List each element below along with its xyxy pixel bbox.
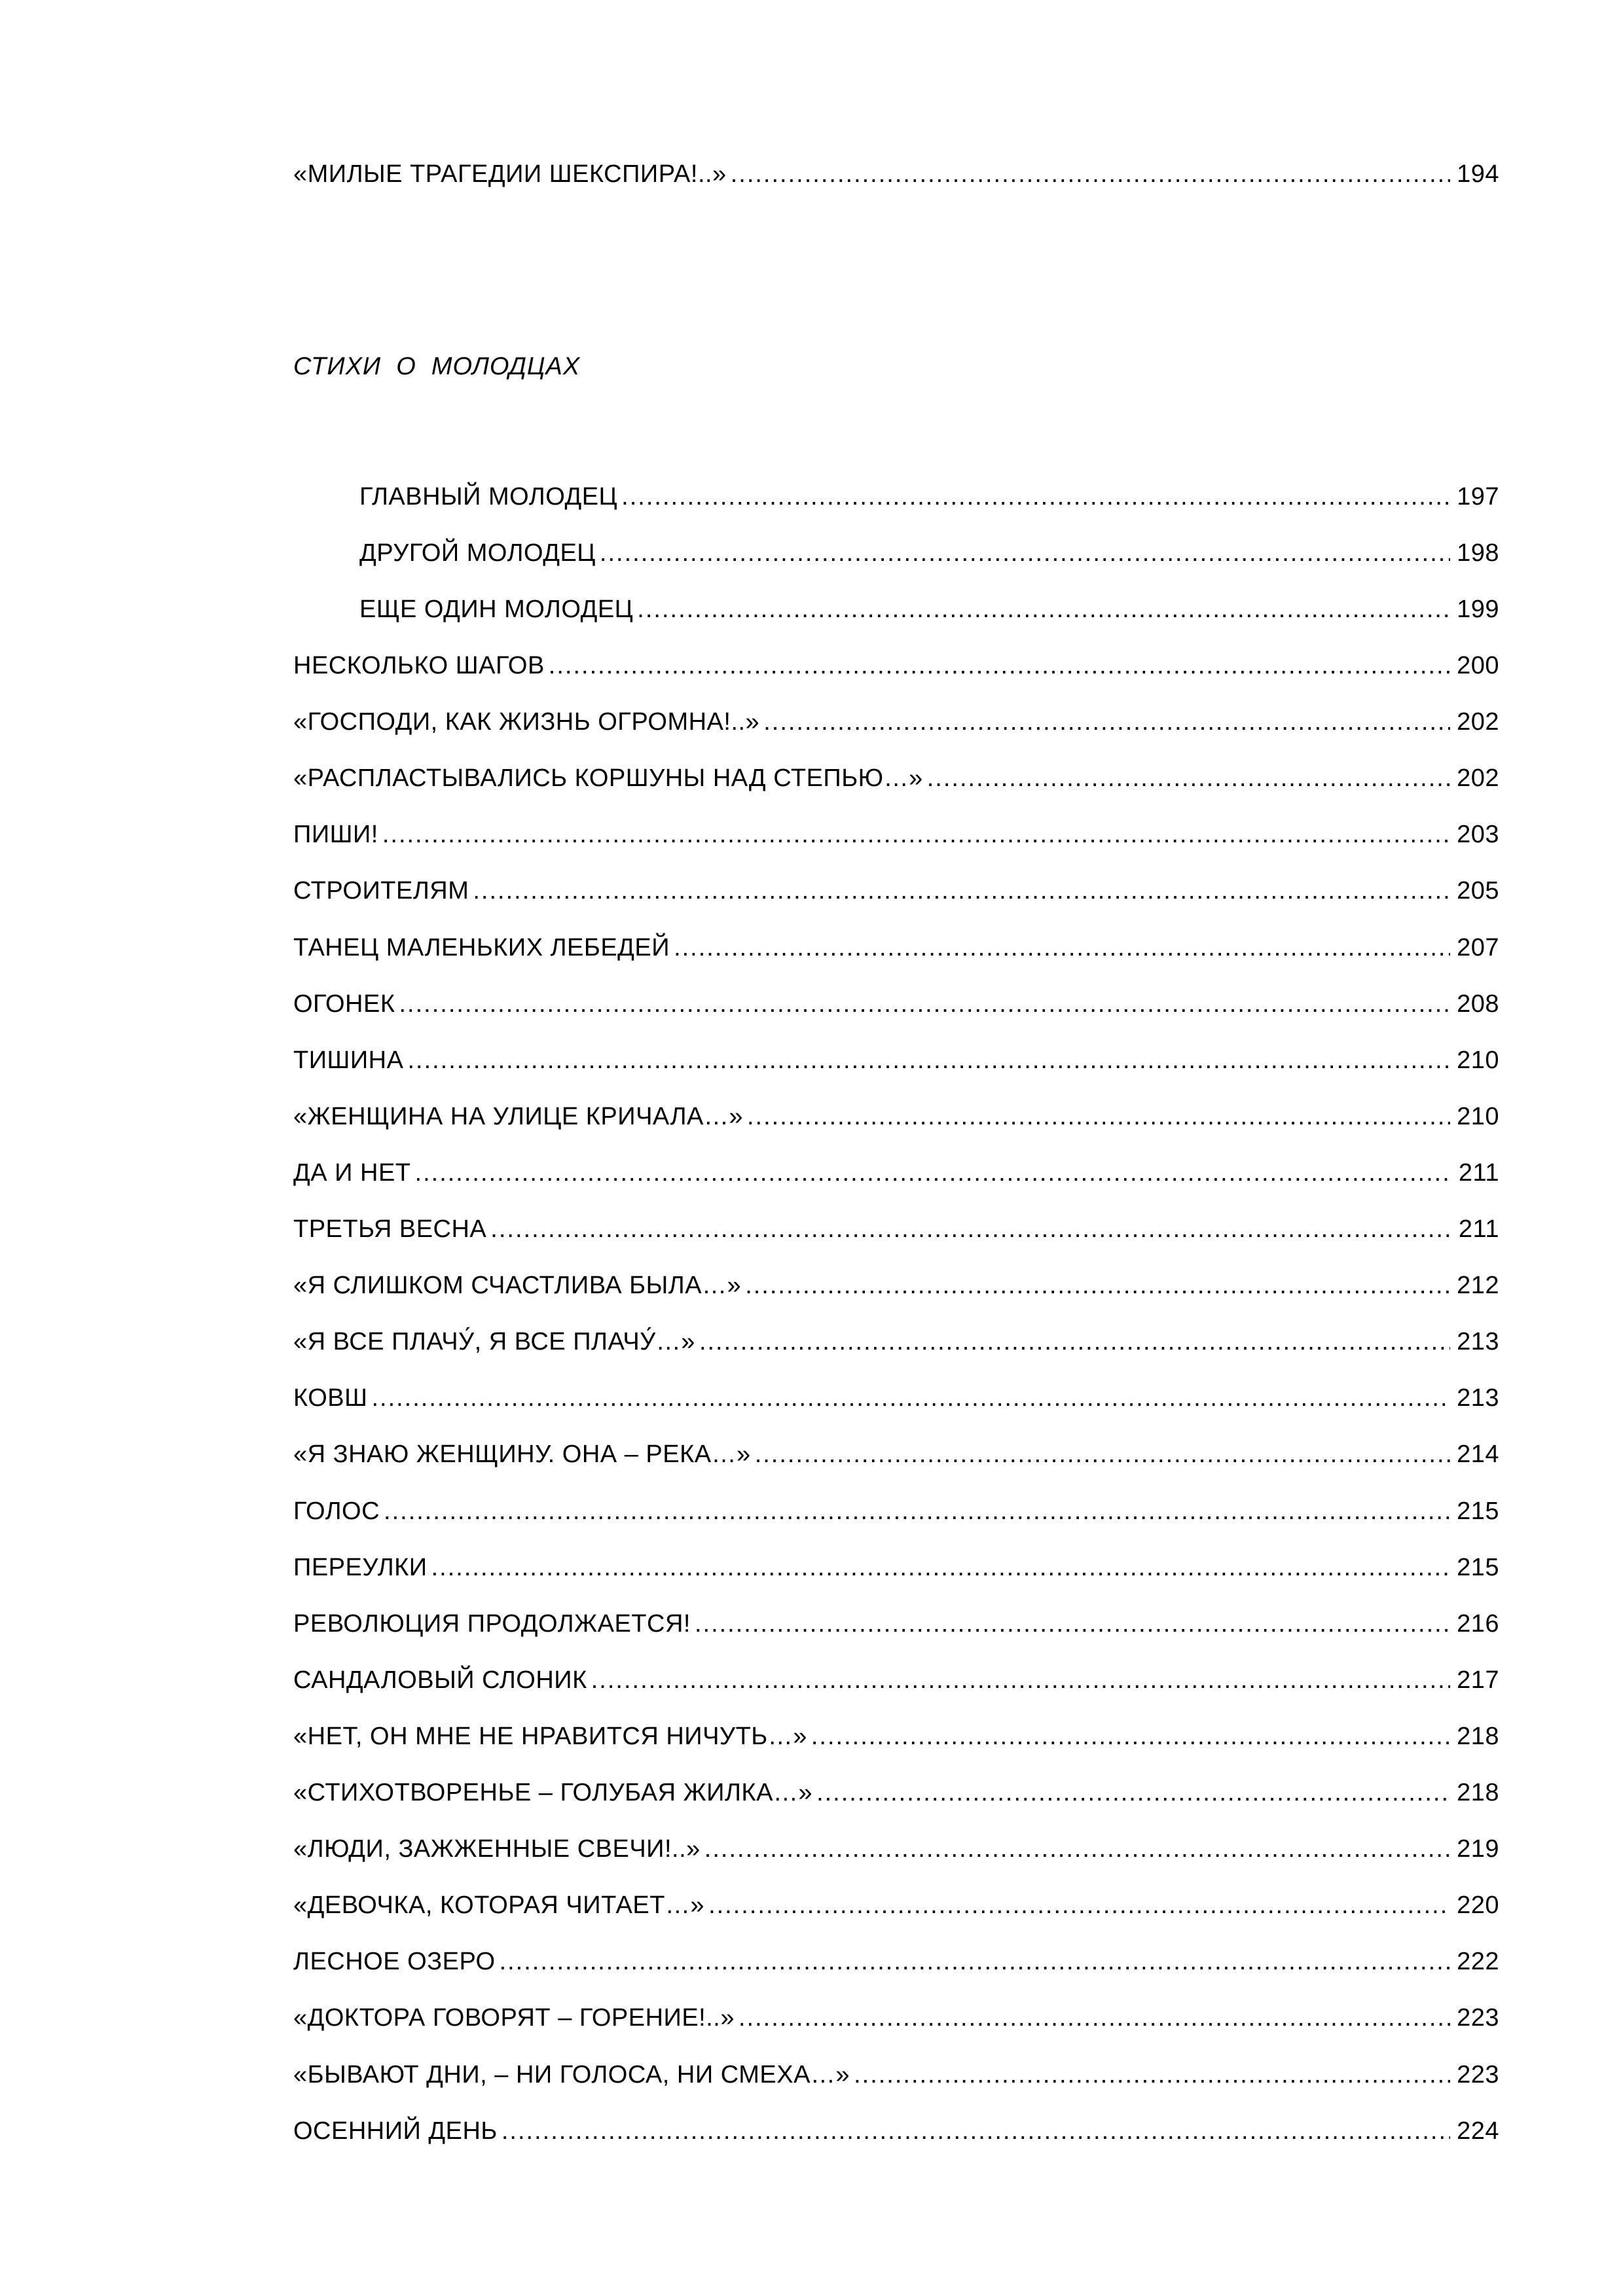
toc-entry-page: 215	[1457, 1553, 1499, 1581]
toc-entry-page: 220	[1457, 1892, 1499, 1920]
toc-entry	[293, 1041, 1499, 1080]
toc-entry	[359, 533, 1499, 573]
toc-entry-title: ГЛАВНЫЙ МОЛОДЕЦ	[359, 483, 618, 511]
toc-entry-title: «Я СЛИШКОМ СЧАСТЛИВА БЫЛА…»	[293, 1272, 742, 1300]
toc-entry-page: 210	[1457, 1046, 1499, 1074]
toc-entry-page: 223	[1457, 2060, 1499, 2089]
toc-entry	[293, 1660, 1499, 1700]
toc-entry-title: «Я ВСЕ ПЛАЧУ́, Я ВСЕ ПЛАЧУ́…»	[293, 1328, 695, 1356]
toc-entry	[293, 646, 1499, 685]
toc-entry-page: 216	[1457, 1609, 1499, 1638]
toc-dot-leader	[739, 1998, 1450, 2037]
toc-dot-leader	[473, 871, 1450, 910]
toc-entry-title: САНДАЛОВЫЙ СЛОНИК	[293, 1666, 587, 1694]
toc-entry	[293, 759, 1499, 798]
toc-dot-leader	[600, 533, 1450, 573]
toc-entry-title: ОГОНЕК	[293, 990, 395, 1018]
toc-entry	[293, 1378, 1499, 1418]
toc-entry-page: 194	[1457, 160, 1499, 188]
toc-entry-title: «БЫВАЮТ ДНИ, – НИ ГОЛОСА, НИ СМЕХА…»	[293, 2060, 850, 2089]
toc-entry	[293, 702, 1499, 742]
toc-entry-page: 210	[1457, 1102, 1499, 1130]
toc-entry	[293, 1942, 1499, 1981]
toc-dot-leader	[699, 1322, 1450, 1361]
toc-entry-title: ДРУГОЙ МОЛОДЕЦ	[359, 539, 596, 567]
toc-dot-leader	[731, 154, 1450, 194]
toc-dot-leader	[371, 1378, 1450, 1418]
toc-dot-leader	[500, 1942, 1451, 1981]
toc-entry	[293, 1548, 1499, 1587]
toc-entry	[293, 815, 1499, 854]
toc-entry-page: 200	[1457, 652, 1499, 679]
toc-entry-page: 211	[1458, 1215, 1499, 1243]
toc-entry-page: 198	[1457, 539, 1499, 567]
toc-entry-title: «СТИХОТВОРЕНЬЕ – ГОЛУБАЯ ЖИЛКА…»	[293, 1779, 813, 1806]
toc-entry-title: ТРЕТЬЯ ВЕСНА	[293, 1215, 487, 1243]
toc-entry	[293, 1829, 1499, 1869]
toc-dot-leader	[704, 1829, 1450, 1869]
toc-entry-page: 222	[1457, 1948, 1499, 1976]
toc-entry-page: 205	[1457, 877, 1499, 905]
toc-dot-leader	[490, 1210, 1452, 1249]
toc-entry-page: 199	[1457, 596, 1499, 624]
toc-entry-title: КОВШ	[293, 1384, 368, 1412]
toc-entry-title: РЕВОЛЮЦИЯ ПРОДОЛЖАЕТСЯ!	[293, 1609, 691, 1638]
toc-dot-leader	[854, 2055, 1450, 2094]
toc-entry-title: ГОЛОС	[293, 1497, 380, 1525]
toc-entry-title: НЕСКОЛЬКО ШАГОВ	[293, 652, 545, 679]
toc-dot-leader	[549, 646, 1450, 685]
toc-entry-title: «РАСПЛАСТЫВАЛИСЬ КОРШУНЫ НАД СТЕПЬЮ…»	[293, 764, 923, 793]
toc-entry-page: 218	[1457, 1779, 1499, 1806]
toc-entry	[293, 1886, 1499, 1925]
toc-entry-title: ПИШИ!	[293, 821, 378, 849]
toc-dot-leader	[415, 1153, 1452, 1193]
toc-entry	[293, 1322, 1499, 1361]
toc-entry-page: 212	[1457, 1272, 1499, 1300]
toc-dot-leader	[745, 1266, 1450, 1305]
toc-dot-leader	[708, 1886, 1450, 1925]
toc-entry-page: 214	[1457, 1441, 1499, 1469]
toc-entry-title: «НЕТ, ОН МНЕ НЕ НРАВИТСЯ НИЧУТЬ…»	[293, 1722, 807, 1750]
toc-entry-page: 211	[1458, 1158, 1499, 1187]
toc-entry-page: 219	[1457, 1835, 1499, 1863]
toc-dot-leader	[674, 928, 1450, 967]
toc-dot-leader	[927, 759, 1450, 798]
toc-entry	[293, 1604, 1499, 1643]
toc-entry	[293, 1266, 1499, 1305]
toc-entry-title: «ЛЮДИ, ЗАЖЖЕННЫЕ СВЕЧИ!..»	[293, 1835, 701, 1863]
toc-entry-page: 215	[1457, 1497, 1499, 1525]
toc-dot-leader	[816, 1773, 1450, 1812]
toc-dot-leader	[407, 1041, 1450, 1080]
toc-entry	[293, 1153, 1499, 1193]
toc-entry	[293, 2111, 1499, 2151]
toc-entry-title: «ГОСПОДИ, КАК ЖИЗНЬ ОГРОМНА!..»	[293, 708, 760, 736]
toc-entry-title: ДА И НЕТ	[293, 1158, 411, 1187]
toc-entry	[293, 1097, 1499, 1136]
toc-dot-leader	[763, 702, 1450, 742]
toc-entry-title: ТИШИНА	[293, 1046, 404, 1074]
toc-entry-page: 197	[1457, 483, 1499, 511]
toc-dot-leader	[501, 2111, 1450, 2151]
toc-entry-title: «ДЕВОЧКА, КОТОРАЯ ЧИТАЕТ…»	[293, 1892, 705, 1920]
toc-entry-page: 217	[1457, 1666, 1499, 1694]
toc-dot-leader	[382, 815, 1450, 854]
toc-entry	[293, 1210, 1499, 1249]
toc-entry-page: 224	[1457, 2117, 1499, 2145]
toc-entry-title: ОСЕННИЙ ДЕНЬ	[293, 2117, 498, 2145]
toc-entry	[293, 154, 1499, 194]
toc-dot-leader	[384, 1492, 1450, 1531]
toc-entry-title: «Я ЗНАЮ ЖЕНЩИНУ. ОНА – РЕКА…»	[293, 1441, 751, 1469]
toc-entry-page: 213	[1457, 1328, 1499, 1356]
toc-entry	[293, 1998, 1499, 2037]
toc-dot-leader	[755, 1435, 1450, 1474]
toc-dot-leader	[431, 1548, 1450, 1587]
toc-entry	[293, 1773, 1499, 1812]
toc-entry-title: ТАНЕЦ МАЛЕНЬКИХ ЛЕБЕДЕЙ	[293, 933, 670, 961]
toc-dot-leader	[637, 590, 1450, 629]
toc-entry-page: 207	[1457, 933, 1499, 961]
toc-dot-leader	[621, 477, 1450, 516]
toc-dot-leader	[695, 1604, 1450, 1643]
toc-entry-page: 213	[1457, 1384, 1499, 1412]
toc-entry	[293, 871, 1499, 910]
section-title: СТИХИ О МОЛОДЦАХ	[293, 353, 581, 380]
toc-entry-title: «ДОКТОРА ГОВОРЯТ – ГОРЕНИЕ!..»	[293, 2004, 735, 2032]
toc-entry	[293, 1717, 1499, 1756]
toc-entry-title: ЛЕСНОЕ ОЗЕРО	[293, 1948, 496, 1976]
toc-entry-title: СТРОИТЕЛЯМ	[293, 877, 469, 905]
toc-entry-title: «МИЛЫЕ ТРАГЕДИИ ШЕКСПИРА!..»	[293, 160, 727, 188]
toc-entry-page: 202	[1457, 764, 1499, 793]
toc-entry	[293, 984, 1499, 1024]
toc-dot-leader	[811, 1717, 1450, 1756]
toc-entry	[293, 1492, 1499, 1531]
toc-entry	[293, 928, 1499, 967]
toc-entry-page: 202	[1457, 708, 1499, 736]
toc-entry	[293, 1435, 1499, 1474]
toc-dot-leader	[399, 984, 1450, 1024]
toc-dot-leader	[591, 1660, 1450, 1700]
toc-entry-title: ПЕРЕУЛКИ	[293, 1553, 428, 1581]
toc-entry-page: 208	[1457, 990, 1499, 1018]
toc-entry-title: «ЖЕНЩИНА НА УЛИЦЕ КРИЧАЛА…»	[293, 1102, 743, 1130]
toc-entry-page: 203	[1457, 821, 1499, 849]
toc-entry	[359, 590, 1499, 629]
toc-entry-page: 223	[1457, 2004, 1499, 2032]
toc-entry-page: 218	[1457, 1722, 1499, 1750]
toc-entry-title: ЕЩЕ ОДИН МОЛОДЕЦ	[359, 596, 634, 624]
toc-entry	[293, 2055, 1499, 2094]
toc-dot-leader	[747, 1097, 1450, 1136]
toc-entry	[359, 477, 1499, 516]
